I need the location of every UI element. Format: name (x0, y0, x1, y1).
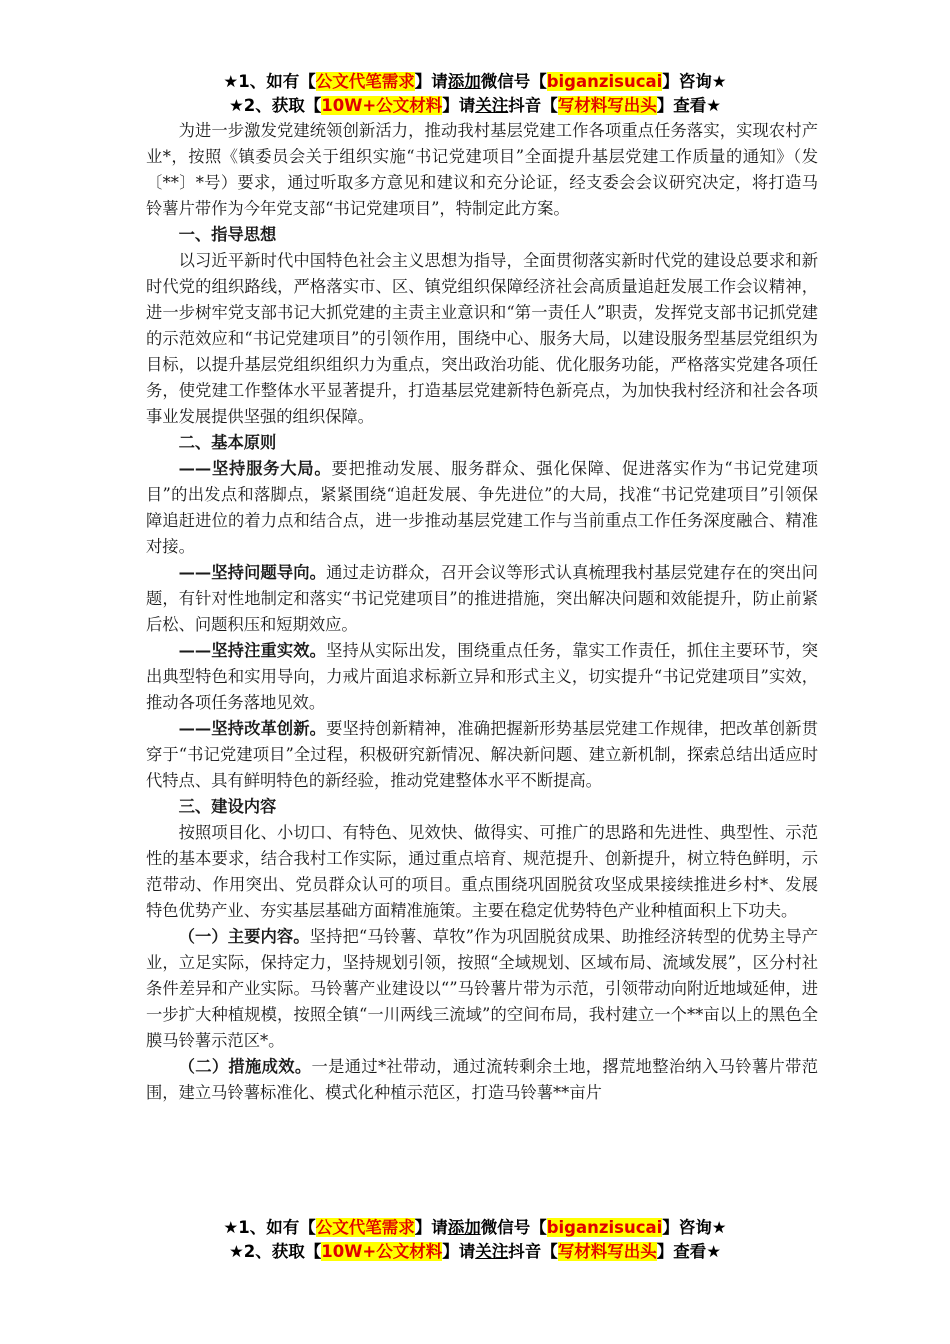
promo-highlight: 10W+公文材料 (321, 1242, 443, 1261)
principle-title: ——坚持注重实效。 (178, 641, 327, 660)
promo-underlined: 添加 (447, 1218, 481, 1237)
promo-text: 】请 (414, 1218, 448, 1237)
promo-text: 】查看★ (656, 1242, 722, 1261)
intro-paragraph: 为进一步激发党建统领创新活力，推动我村基层党建工作各项重点任务落实，实现农村产业*，按照《镇委员会关于组织实施“书记党建项目”全面提升基层党建工作质量的通知》（发〔**〕*号）要求，通过听取多方意见和建议和充分论证，经支委会会议研究决定，将打造马铃薯片带作为今年党支部“书记党建项目”，特制定此方案。 (146, 121, 818, 218)
promo-line-1 (0, 70, 950, 94)
guiding-ideology-paragraph: 以习近平新时代中国特色社会主义思想为指导，全面贯彻落实新时代党的建设总要求和新时代党的组织路线，严格落实市、区、镇党组织保障经济社会高质量追赶发展工作会议精神，进一步树牢党支部书记大抓党建的主责主业意识和“第一责任人”职责，发挥党支部书记抓党建的示范效应和“书记党建项目”的引领作用，围绕中心、服务大局，以建设服务型基层党组织为目标，以提升基层党组织组织力为重点，突出政治功能、优化服务功能，严格落实党建各项任务，使党建工作整体水平显著提升，打造基层党建新特色新亮点，为加快我村经济和社会各项事业发展提供坚强的组织保障。 (146, 251, 818, 426)
subsection-text: 坚持把“马铃薯、草牧”作为巩固脱贫成果、助推经济转型的优势主导产业，立足实际，保持定力，坚持规划引领，按照“全域规划、区域布局、流域发展”，区分村社条件差异和产业实际。马铃薯产业建设以“”马铃薯片带为示范，引领带动向附近地域延伸，进一步扩大种植规模，按照全镇“一川两线三流域”的空间布局，我村建立一个**亩以上的黑色全膜马铃薯示范区*。 (146, 927, 818, 1050)
subsection-text: 一是通过*社带动，通过流转剩余土地，撂荒地整治纳入马铃薯片带范围，建立马铃薯标准化、模式化种植示范区，打造马铃薯**亩片 (146, 1057, 818, 1102)
promo-text: ★2、获取【 (228, 96, 322, 115)
document-body (146, 118, 818, 1106)
promo-text: ★2、获取【 (228, 1242, 322, 1261)
principle-paragraph-1 (146, 456, 818, 560)
principle-paragraph-2 (146, 560, 818, 638)
promo-underlined: 添加 (447, 72, 481, 91)
principle-text: 坚持从实际出发，围绕重点任务，靠实工作责任，抓住主要环节，突出典型特色和实用导向，力戒片面追求标新立异和形式主义，切实提升“书记党建项目”实效，推动各项任务落地见效。 (146, 641, 818, 712)
promo-highlight: 写材料写出头 (557, 96, 657, 115)
promo-underlined: 关注 (475, 1242, 509, 1261)
promo-text: 】请 (414, 72, 448, 91)
subsection-title: （二）措施成效。 (178, 1057, 312, 1076)
promo-text: 】咨询★ (662, 72, 727, 91)
promo-banner-bottom (0, 1216, 950, 1264)
principle-title: ——坚持改革创新。 (178, 719, 327, 738)
promo-text: 微信号【 (480, 1218, 547, 1237)
promo-highlight: biganzisucai (546, 72, 663, 91)
section-heading-3: 三、建设内容 (178, 797, 277, 816)
promo-underlined: 关注 (475, 96, 509, 115)
principle-text: 要坚持创新精神，准确把握新形势基层党建工作规律，把改革创新贯穿于“书记党建项目”全过程，积极研究新情况、解决新问题、建立新机制，探索总结出适应时代特点、具有鲜明特色的新经验，推动党建整体水平不断提高。 (146, 719, 818, 790)
promo-highlight: biganzisucai (546, 1218, 663, 1237)
promo-highlight: 公文代笔需求 (315, 72, 415, 91)
promo-text: 】请 (442, 96, 476, 115)
promo-text: 微信号【 (480, 72, 547, 91)
main-content-paragraph (146, 924, 818, 1054)
principle-paragraph-3 (146, 638, 818, 716)
promo-text: 】查看★ (656, 96, 722, 115)
principle-paragraph-4 (146, 716, 818, 794)
promo-text: ★1、如有【 (223, 72, 316, 91)
subsection-title: （一）主要内容。 (178, 927, 310, 946)
promo-highlight: 10W+公文材料 (321, 96, 443, 115)
promo-banner-top (0, 70, 950, 118)
promo-text: 抖音【 (508, 96, 558, 115)
principle-title: ——坚持问题导向。 (178, 563, 327, 582)
section-heading-2: 二、基本原则 (178, 433, 277, 452)
promo-highlight: 公文代笔需求 (315, 1218, 415, 1237)
principle-text: 通过走访群众，召开会议等形式认真梳理我村基层党建存在的突出问题，有针对性地制定和落实“书记党建项目”的推进措施，突出解决问题和效能提升，防止前紧后松、问题积压和短期效应。 (146, 563, 818, 634)
measures-paragraph (146, 1054, 818, 1106)
promo-text: 抖音【 (508, 1242, 558, 1261)
promo-text: ★1、如有【 (223, 1218, 316, 1237)
promo-text: 】咨询★ (662, 1218, 727, 1237)
promo-line-2 (0, 94, 950, 118)
promo-text: 】请 (442, 1242, 476, 1261)
promo-line-2 (0, 1240, 950, 1264)
principle-text: 要把推动发展、服务群众、强化保障、促进落实作为“书记党建项目”的出发点和落脚点，紧紧围绕“追赶发展、争先进位”的大局，找准“书记党建项目”引领保障追赶进位的着力点和结合点，进一步推动基层党建工作与当前重点工作任务深度融合、精准对接。 (146, 459, 818, 556)
principle-title: ——坚持服务大局。 (178, 459, 332, 478)
promo-highlight: 写材料写出头 (557, 1242, 657, 1261)
promo-line-1 (0, 1216, 950, 1240)
section-heading-1: 一、指导思想 (178, 225, 277, 244)
construction-content-paragraph: 按照项目化、小切口、有特色、见效快、做得实、可推广的思路和先进性、典型性、示范性的基本要求，结合我村工作实际，通过重点培育、规范提升、创新提升，树立特色鲜明，示范带动、作用突出、党员群众认可的项目。重点围绕巩固脱贫攻坚成果接续推进乡村*、发展特色优势产业、夯实基层基础方面精准施策。主要在稳定优势特色产业种植面积上下功夫。 (146, 823, 818, 920)
